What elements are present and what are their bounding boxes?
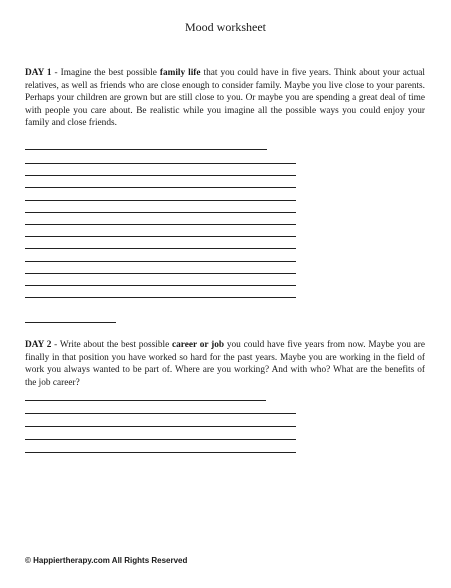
day1-label: DAY 1 <box>25 68 52 78</box>
writing-line[interactable] <box>25 322 116 323</box>
writing-line[interactable] <box>25 163 296 164</box>
writing-line[interactable] <box>25 200 296 201</box>
day1-text-b: that you could have in five years. Think about your actual relatives, as well as friends who are close enough to consider family. Maybe you live close to your parents. Perhaps your children are grown but are still close to you. Or maybe you are spending a great deal of time with people you care about. Be realistic while you imagine all the possible ways you could enjoy your family and close friends. <box>25 68 425 129</box>
writing-line[interactable] <box>25 439 296 440</box>
writing-line[interactable] <box>25 285 296 286</box>
day2-prompt <box>25 339 425 389</box>
day2-keyword: career or job <box>172 340 225 350</box>
writing-line[interactable] <box>25 149 267 150</box>
writing-line[interactable] <box>25 236 296 237</box>
writing-line[interactable] <box>25 452 296 453</box>
writing-line[interactable] <box>25 426 296 427</box>
day1-text-a: - Imagine the best possible <box>51 68 160 78</box>
day1-keyword: family life <box>159 68 201 78</box>
writing-line[interactable] <box>25 248 296 249</box>
writing-line[interactable] <box>25 261 296 262</box>
writing-line[interactable] <box>25 187 296 188</box>
writing-line[interactable] <box>25 224 296 225</box>
page-title: Mood worksheet <box>185 20 266 34</box>
writing-line[interactable] <box>25 400 266 401</box>
day1-prompt <box>25 67 425 130</box>
copyright-footer: © Happiertherapy.com All Rights Reserved <box>25 556 188 565</box>
writing-line[interactable] <box>25 297 296 298</box>
day2-text-a: - Write about the best possible <box>51 340 173 350</box>
day2-text-b: you could have five years from now. Maybe you are finally in that position you have worked so hard for the past years. Maybe you are working in the field of work you always wanted to be part of. Where are you working? And with who? What are the benefits of the job career? <box>25 340 425 388</box>
day2-label: DAY 2 <box>25 340 52 350</box>
writing-line[interactable] <box>25 175 296 176</box>
writing-line[interactable] <box>25 413 296 414</box>
writing-line[interactable] <box>25 212 296 213</box>
writing-line[interactable] <box>25 273 296 274</box>
